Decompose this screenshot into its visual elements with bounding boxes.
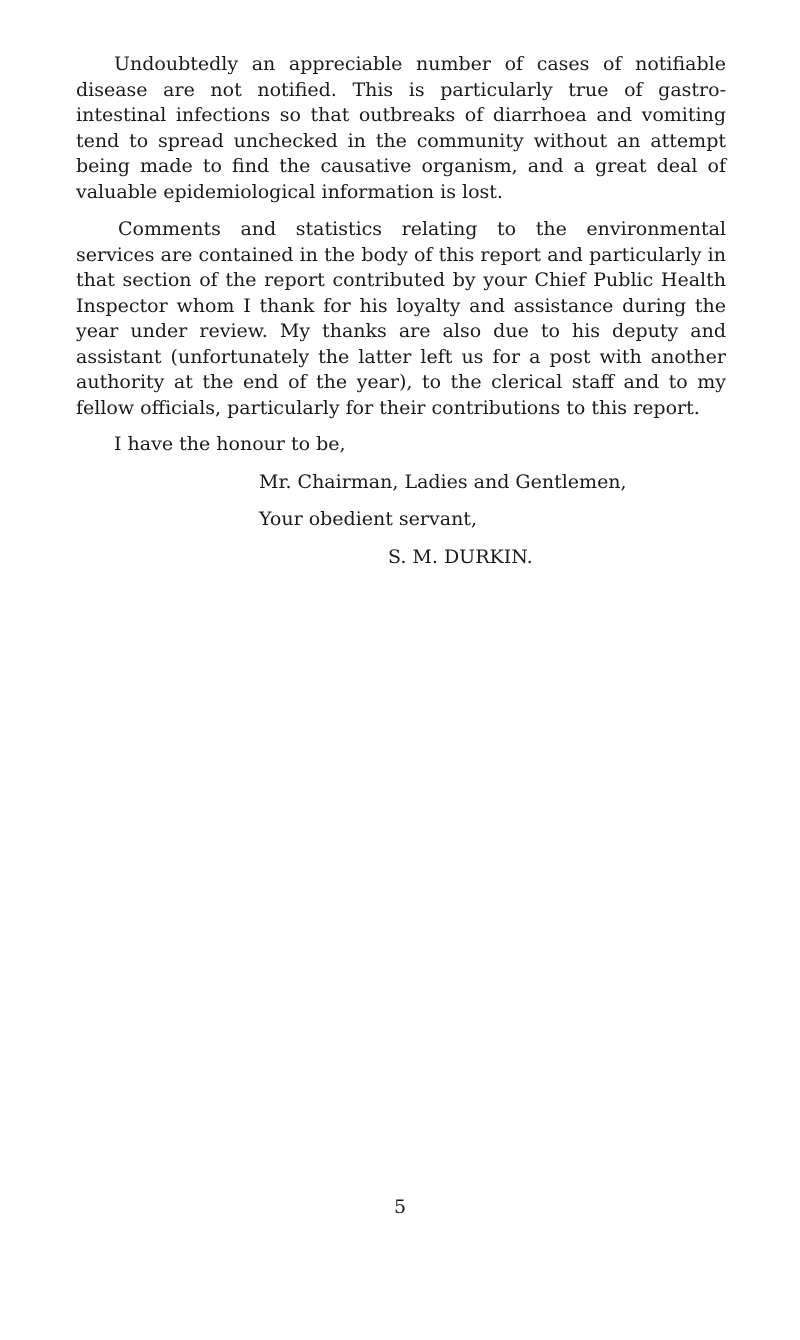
- signature-name: S. M. DURKIN.: [388, 545, 533, 568]
- closing-honour: I have the honour to be,: [114, 433, 346, 455]
- closing-salutation: Mr. Chairman, Ladies and Gentlemen,: [259, 470, 627, 493]
- closing-obedient-servant: Your obedient servant,: [259, 508, 477, 530]
- paragraph-notifiable-disease: Undoubtedly an appreciable number of cases of notifiable disease are not notified. This is particularly true of gastro-intestinal infections so that outbreaks of diarrhoea and vomiting tend to spread unchecked in the community without an attempt being made to find the causative organism, and a great deal of valuable epidemiological information is lost.: [76, 53, 726, 203]
- document-page: [76, 52, 726, 570]
- paragraph-environmental-services: Comments and statistics relating to the environmental services are contained in the body of this report and particularly in that section of the report contributed by your Chief Public Health Inspector whom I thank for his loyalty and assistance during the year under review. My thanks are also due to his deputy and assistant (unfortunately the latter left us for a post with another authority at the end of the year), to the clerical staff and to my fellow officials, particularly for their contributions to this report.: [76, 218, 726, 419]
- page-number: 5: [393, 1196, 407, 1218]
